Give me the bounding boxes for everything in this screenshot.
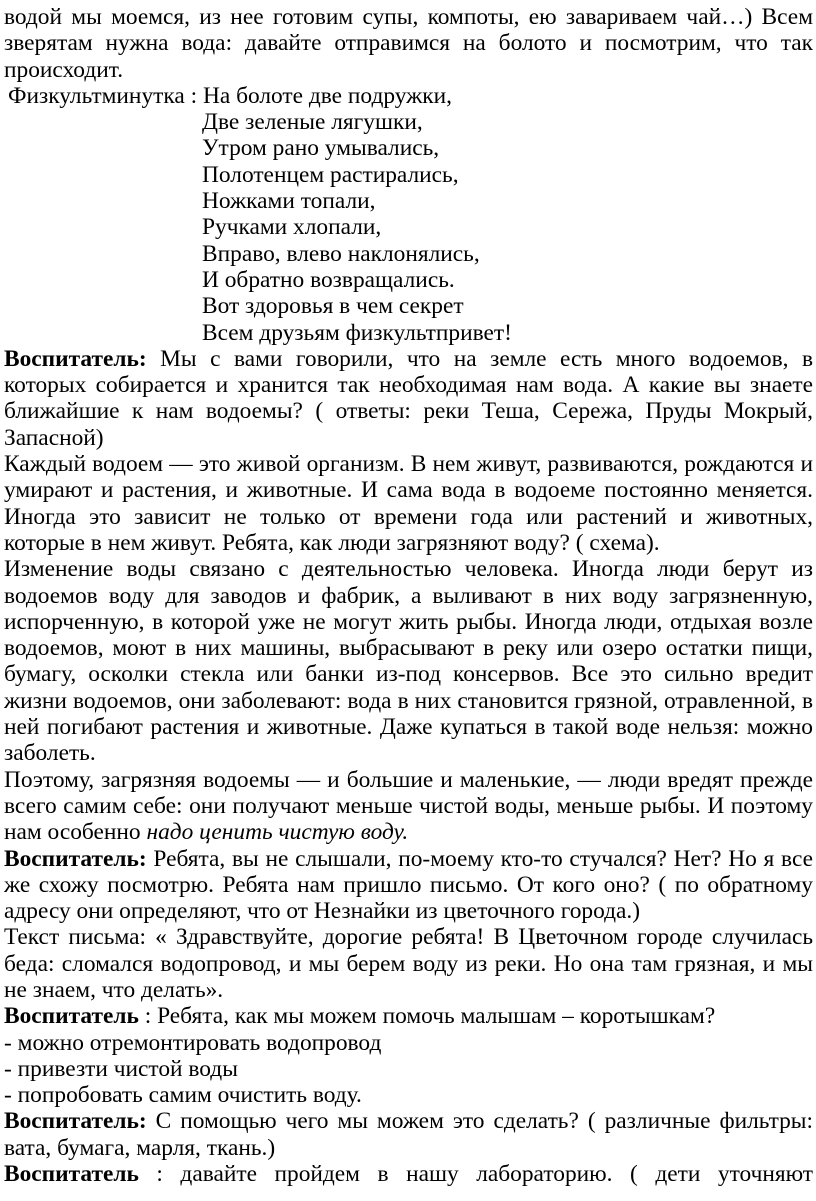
- poem-line: Утром рано умывались,: [202, 135, 440, 162]
- poem-line: На болоте две подружки,: [202, 82, 453, 109]
- paragraph-teacher-4: [4, 1108, 813, 1161]
- poem-line: Ручками хлопали,: [202, 214, 382, 241]
- intro-paragraph: водой мы моемся, из нее готовим супы, компоты, ею завариваем чай…) Всем зверятам нужна вода: давайте отправимся на болото и посмотрим, что так происходит.: [4, 4, 813, 83]
- paragraph-text: Поэтому, загрязняя водоемы — и большие и маленькие, — люди вредят прежде всего самим себе: они получают меньше чистой воды, меньше рыбы. И поэтому нам особенно: [4, 766, 813, 846]
- list-item: - попробовать самим очистить воду.: [4, 1082, 362, 1109]
- paragraph-letter: Текст письма: « Здравствуйте, дорогие ребята! В Цветочном городе случилась беда: сломался водопровод, и мы берем воду из реки. Но она там грязная, и мы не знаем, что делать».: [4, 924, 813, 1003]
- poem-line: Вправо, влево наклонялись,: [202, 240, 480, 267]
- poem-block: [4, 109, 813, 346]
- poem-line: Две зеленые лягушки,: [202, 109, 423, 136]
- paragraph-teacher-3: [4, 1003, 813, 1029]
- poem-first-line: [4, 83, 813, 109]
- speaker-label: Воспитатель:: [4, 345, 147, 372]
- poem-line: И обратно возвращались.: [202, 266, 455, 293]
- paragraph-text: : Ребята, как мы можем помочь малышам – коротышкам?: [138, 1003, 716, 1030]
- paragraph-pollution: Изменение воды связано с деятельностью человека. Иногда люди берут из водоемов воду для заводов и фабрик, а выливают в них воду загрязненную, испорченную, в которой уже не могут жить рыбы. Иногда люди, отдыхая возле водоемов, моют в них машины, выбрасывают в реку или озеро остатки пищи, бумагу, осколки стекла или банки из-под консервов. Все это сильно вредит жизни водоемов, они заболевают: вода в них становится грязной, отравленной, в ней погибают растения и животные. Даже купаться в такой воде нельзя: можно заболеть.: [4, 556, 813, 767]
- paragraph-text: : давайте пройдем в нашу лабораторию. ( дети уточняют: [138, 1161, 813, 1188]
- speaker-label: Воспитатель:: [4, 845, 147, 872]
- speaker-label: Воспитатель: [4, 1003, 139, 1030]
- poem-line: Всем друзьям физкультпривет!: [202, 319, 512, 346]
- poem-line: Полотенцем растирались,: [202, 161, 459, 188]
- poem-line: Вот здоровья в чем секрет: [202, 293, 464, 320]
- speaker-label: Воспитатель:: [4, 1108, 147, 1135]
- paragraph-text: Ребята, вы не слышали, по-моему кто-то стучался? Нет? Но я все же схожу посмотрю. Ребята нам пришло письмо. От кого оно? ( по обратному адресу они определяют, что от Незнайки из цветочного города.): [4, 845, 813, 925]
- speaker-label: Воспитатель: [4, 1161, 139, 1188]
- paragraph-organism: Каждый водоем — это живой организм. В нем живут, развиваются, рождаются и умирают и растения, и животные. И сама вода в водоеме постоянно меняется. Иногда это зависит не только от времени года или растений и животных, которые в нем живут. Ребята, как люди загрязняют воду? ( схема).: [4, 451, 813, 556]
- paragraph-conclusion: [4, 767, 813, 846]
- poem-line: Ножками топали,: [202, 188, 376, 215]
- paragraph-text: Мы с вами говорили, что на земле есть много водоемов, в которых собирается и хранится так необходимая нам вода. А какие вы знаете ближайшие к нам водоемы? ( ответы: реки Теша, Сережа, Пруды Мокрый, Запасной): [4, 345, 813, 451]
- paragraph-teacher-2: [4, 846, 813, 925]
- emphasis-text: надо ценить чистую воду.: [146, 819, 409, 846]
- paragraph-text: С помощью чего мы можем это сделать? ( различные фильтры: вата, бумага, марля, ткань.): [4, 1108, 813, 1161]
- fizkult-label: Физкультминутка :: [8, 82, 203, 109]
- list-item: - привезти чистой воды: [4, 1055, 238, 1082]
- paragraph-teacher-5: [4, 1161, 813, 1187]
- paragraph-teacher-1: [4, 346, 813, 451]
- list-item: - можно отремонтировать водопровод: [4, 1029, 382, 1056]
